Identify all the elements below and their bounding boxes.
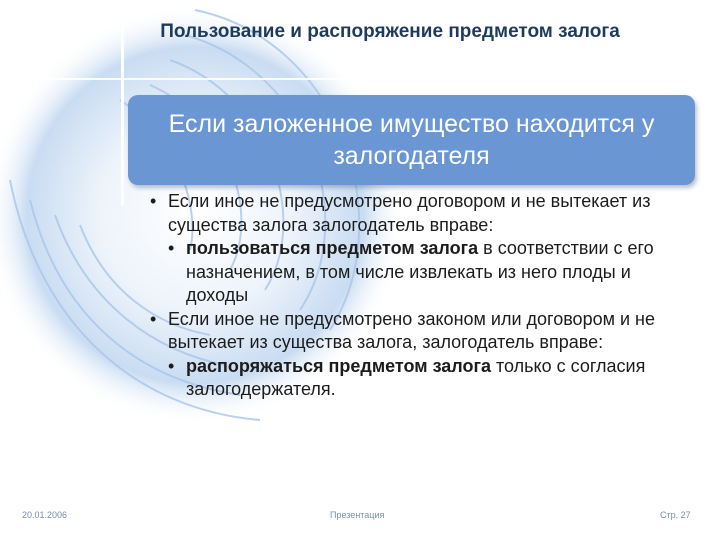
banner-text: Если заложенное имущество находится у залогодателя — [168, 110, 655, 170]
bullet-icon: • — [150, 191, 157, 211]
decorative-vertical-line — [121, 0, 124, 205]
sub-list-item — [150, 355, 695, 402]
bullet-list — [150, 190, 695, 402]
sub-list-item — [150, 237, 695, 308]
bullet-icon: • — [150, 308, 157, 329]
section-banner — [128, 95, 695, 185]
footer-date: 20.01.2006 — [22, 510, 68, 520]
decorative-horizontal-line — [0, 78, 720, 80]
bullet-icon: • — [168, 238, 175, 258]
sub-item-text: в соответствии с его назначением, в том числе извлекать из него плоды и доходы — [186, 238, 654, 305]
sub-item-text: только с согласия залогодержателя. — [186, 355, 646, 399]
item-text: Если иное не предусмотрено договором и не вытекает из существа залога залогодатель вправе: — [168, 191, 651, 235]
slide-title: Пользование и распоряжение предметом залога — [160, 21, 620, 42]
list-item — [150, 190, 695, 237]
sub-item-bold-text: распоряжаться предметом залога — [186, 355, 491, 376]
footer-presentation-label: Презентация — [330, 510, 385, 520]
sub-item-bold-text: пользоваться предметом залога — [186, 238, 479, 258]
list-item — [150, 308, 695, 355]
footer-page-number: Стр. 27 — [660, 510, 691, 520]
bullet-icon: • — [168, 355, 175, 376]
item-text: Если иное не предусмотрено законом или договором и не вытекает из существа залога, залогодатель вправе: — [168, 308, 655, 352]
